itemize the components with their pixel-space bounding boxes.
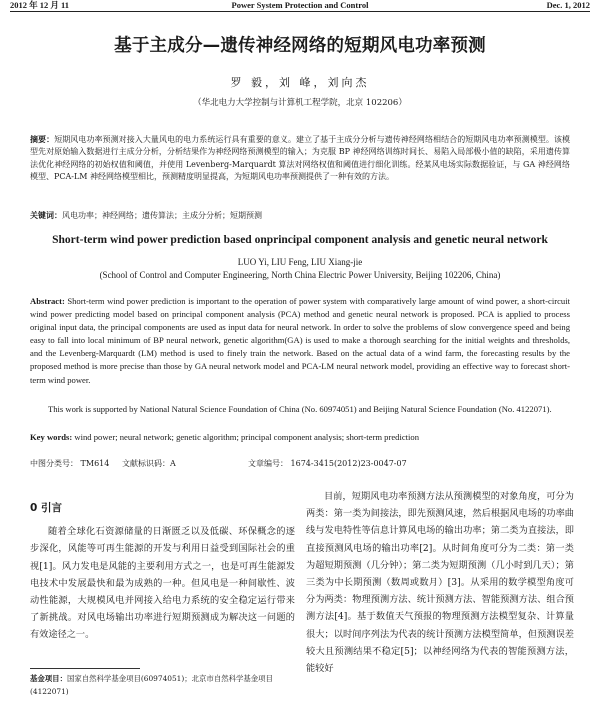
abstract-english-text: Short-term wind power prediction is important to the operation of power system with comparatively large amount of wind power, a short-circuit wind power predicting model based on principal component analysis (PCA) method and genetic neural network is proposed. PCA is applied to process original input data, the principal components are used as input data for neural network. In order to solve the problems of slow convergence speed and being easy to fall into local minimum of BP neural network, genetic algorithm(GA) is used to make a thorough searching for the initial weights and thresholds, and the Levenberg-Marquardt (LM) method is used to finely train the network. Based on the actual data of a wind farm, the forecasting results by the proposed method is more precise than those by GA neural network model and PCA-LM neural network model, providing an effective way to forecast short-term wind power. (30, 296, 570, 385)
keywords-english (30, 431, 570, 444)
authors-chinese: 罗 毅，刘 峰，刘向杰 (230, 76, 370, 89)
body-column-left (30, 488, 295, 644)
title-english: Short-term wind power prediction based onprincipal component analysis and genetic neural network (52, 234, 548, 246)
abstract-chinese-text: 短期风电功率预测对接入大量风电的电力系统运行具有重要的意义。建立了基于主成分分析与遗传神经网络相结合的短期风电功率预测模型。该模型先对原始输入数据进行主成分分析，分析结果作为神经网络预测模型的输入；为克服 BP 神经网络训练时间长、易陷入局部极小值的缺陷，采用遗传算法优化神经网络的初始权值和阈值，并使用 Levenberg-Marquardt 算法对网络权值和阈值进行细化训练。经某风电场实际数据验证，与 GA 神经网络模型、PCA-LM 神经网络模型相比，预测精度明显提高，为短期风电功率预测提供了一种有效的方法。 (30, 135, 570, 182)
keywords-english-label: Key words: (30, 432, 73, 442)
footnote-funding (30, 673, 295, 698)
section-heading-intro: 0 引言 (30, 502, 62, 514)
header-issue-date: Dec. 1, 2012 (546, 0, 590, 10)
funding-statement: This work is supported by National Natural Science Foundation of China (No. 60974051) and Beijing Natural Science Foundation (No. 4122071). (48, 404, 552, 414)
keywords-chinese-label: 关键词： (30, 211, 62, 220)
intro-paragraph-right: 目前，短期风电功率预测方法从预测模型的对象角度，可分为两类：第一类为间接法，即先预测风速，然后根据风电场的功率曲线与发电特性等信息计算风电场的输出功率；第二类为直接法，即直接预测风电场的输出功率[2]。从时间角度可分为二类：第一类为超短期预测（几分钟）；第二类为短期预测（几小时到几天）；第三类为中长期预测（数周或数月）[3]。从采用的数学模型角度可分为两类：物理预测方法、统计预测方法、智能预测方法、组合预测方法[4]。基于数值天气预报的物理预测方法模型复杂、计算量很大；以时间序列法为代表的统计预测方法模型简单，但预测误差较大且预测结果不稳定[5]；以神经网络为代表的智能预测方法，能较好 (306, 491, 574, 675)
abstract-english-label: Abstract: (30, 296, 65, 306)
abstract-chinese-label: 摘要： (30, 135, 55, 144)
keywords-english-text: wind power; neural network; genetic algorithm; principal component analysis; short-term prediction (74, 432, 420, 442)
keywords-chinese (30, 210, 570, 222)
header-date: 2012 年 12 月 11 (10, 0, 70, 10)
running-header (10, 0, 590, 12)
affiliation-english: (School of Control and Computer Engineering, North China Electric Power University, Beijing 102206, China) (99, 270, 501, 280)
footnote-label: 基金项目： (30, 674, 67, 683)
title-chinese: 基于主成分—遗传神经网络的短期风电功率预测 (114, 36, 486, 56)
document-code: 文献标识码：A (122, 459, 176, 468)
footnote-text: 国家自然科学基金项目(60974051)；北京市自然科学基金项目(4122071) (30, 674, 273, 696)
authors-english: LUO Yi, LIU Feng, LIU Xiang-jie (237, 257, 363, 267)
footnote-divider (30, 668, 140, 669)
intro-paragraph-left: 随着全球化石资源储量的日渐匮乏以及低碳、环保概念的逐步深化，风能等可再生能源的开发与利用日益受到国际社会的重视[1]。风力发电是风能的主要利用方式之一，也是可再生能源发电技术中发展最快和最为成熟的一种。但风电是一种间歇性、波动性能源，大规模风电并网接入给电力系统的安全稳定运行带来了新挑战。对风电场输出功率进行短期预测成为解决这一问题的有效途径之一。 (30, 526, 295, 641)
affiliation-chinese: （华北电力大学控制与计算机工程学院，北京 102206） (193, 98, 407, 108)
clc-number: 中图分类号： TM614 (30, 459, 110, 468)
abstract-chinese (30, 134, 570, 184)
header-journal: Power System Protection and Control (231, 0, 369, 10)
body-column-right (306, 488, 574, 677)
abstract-english (30, 295, 570, 387)
article-number: 文章编号： 1674-3415(2012)23-0047-07 (248, 459, 407, 468)
keywords-chinese-text: 风电功率；神经网络；遗传算法；主成分分析；短期预测 (62, 211, 262, 220)
